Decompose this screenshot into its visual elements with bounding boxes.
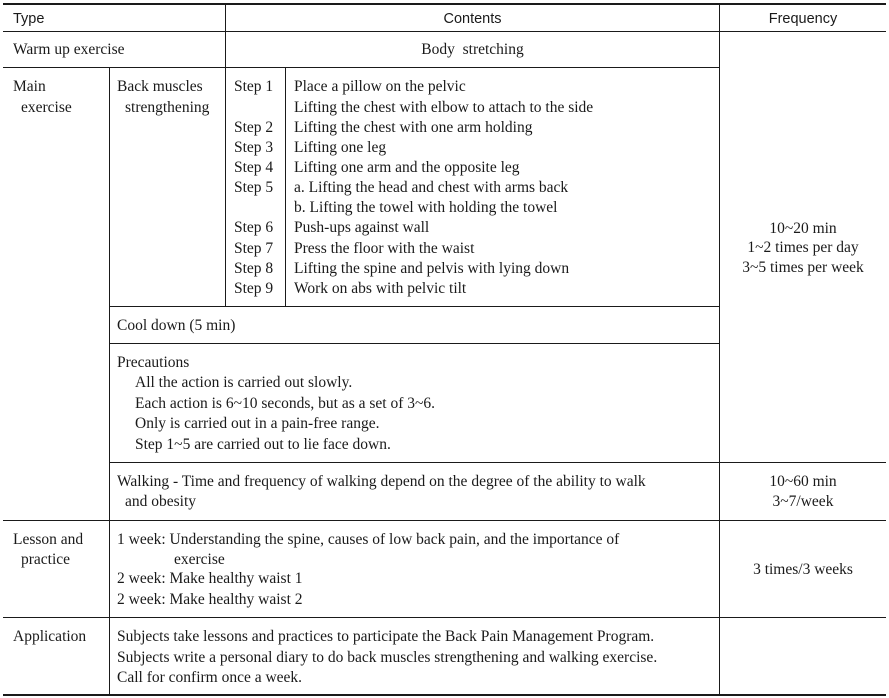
step-label: Step 1	[234, 78, 274, 95]
step-label: Step 5	[234, 179, 274, 196]
step-text: Place a pillow on the pelvic	[294, 78, 466, 95]
table-top-border	[3, 3, 886, 5]
step-label: Step 3	[234, 139, 274, 156]
walking-frequency-line: 3~7/week	[772, 493, 834, 510]
precaution-item: Only is carried out in a pain-free range.	[135, 415, 380, 432]
col-divider-type-lower	[109, 67, 110, 694]
step-text: Lifting one leg	[294, 139, 387, 156]
application-item: Subjects take lessons and practices to participate the Back Pain Management Program.	[117, 628, 655, 645]
application-item: Subjects write a personal diary to do back muscles strengthening and walking exercise.	[117, 649, 658, 666]
step-text: Lifting the chest with one arm holding	[294, 119, 533, 136]
precaution-item: Each action is 6~10 seconds, but as a set of 3~6.	[135, 395, 436, 412]
step-text: b. Lifting the towel with holding the towel	[294, 199, 558, 216]
step-label: Step 4	[234, 159, 274, 176]
step-label: Step 9	[234, 280, 274, 297]
step-text: Lifting one arm and the opposite leg	[294, 159, 520, 176]
cooldown-divider	[109, 343, 719, 344]
col-divider-step	[285, 67, 286, 306]
steps-divider	[109, 306, 719, 307]
exercise-program-table	[3, 3, 886, 696]
header-frequency: Frequency	[768, 11, 838, 27]
lesson-type-line1: Lesson and	[13, 531, 84, 548]
step-text: Press the floor with the waist	[294, 240, 475, 257]
walking-text-line1: Walking - Time and frequency of walking depend on the degree of the ability to walk	[117, 473, 646, 490]
step-label: Step 6	[234, 219, 274, 236]
warmup-type: Warm up exercise	[13, 41, 125, 58]
main-frequency-line: 10~20 min	[769, 220, 837, 237]
main-frequency-line: 1~2 times per day	[747, 239, 859, 256]
walking-frequency-line: 10~60 min	[769, 473, 837, 490]
precaution-item: Step 1~5 are carried out to lie face down.	[135, 436, 391, 453]
lesson-item: exercise	[174, 551, 225, 568]
application-item: Call for confirm once a week.	[117, 669, 303, 686]
header-type: Type	[13, 11, 45, 27]
main-divider	[3, 520, 886, 521]
step-label: Step 2	[234, 119, 274, 136]
header-contents: Contents	[443, 11, 502, 27]
step-text: a. Lifting the head and chest with arms back	[294, 179, 569, 196]
col-divider-frequency	[719, 3, 720, 694]
lesson-type-line2: practice	[21, 551, 71, 568]
main-subtype-line2: strengthening	[125, 99, 210, 116]
cooldown-text: Cool down (5 min)	[117, 317, 236, 334]
step-text: Lifting the spine and pelvis with lying down	[294, 260, 570, 277]
step-text: Push-ups against wall	[294, 219, 430, 236]
step-text: Lifting the chest with elbow to attach to the side	[294, 99, 594, 116]
precautions-title: Precautions	[117, 354, 190, 371]
header-divider	[3, 31, 886, 32]
walking-text-line2: and obesity	[125, 493, 197, 510]
main-subtype-line1: Back muscles	[117, 78, 203, 95]
lesson-item: 2 week: Make healthy waist 1	[117, 570, 303, 587]
table-bottom-border	[3, 694, 886, 696]
precaution-item: All the action is carried out slowly.	[135, 374, 353, 391]
col-divider-subtype	[225, 67, 226, 306]
lesson-item: 2 week: Make healthy waist 2	[117, 591, 303, 608]
main-type-line1: Main	[13, 78, 46, 95]
lesson-item: 1 week: Understanding the spine, causes of low back pain, and the importance of	[117, 531, 620, 548]
warmup-divider	[3, 67, 719, 68]
precautions-divider	[109, 462, 886, 463]
lesson-frequency: 3 times/3 weeks	[753, 561, 853, 578]
step-label: Step 8	[234, 260, 274, 277]
main-frequency-line: 3~5 times per week	[742, 259, 864, 276]
step-text: Work on abs with pelvic tilt	[294, 280, 467, 297]
warmup-contents: Body stretching	[421, 41, 524, 58]
lesson-divider	[3, 617, 886, 618]
main-type-line2: exercise	[21, 99, 72, 116]
step-label: Step 7	[234, 240, 274, 257]
application-type: Application	[13, 628, 87, 645]
